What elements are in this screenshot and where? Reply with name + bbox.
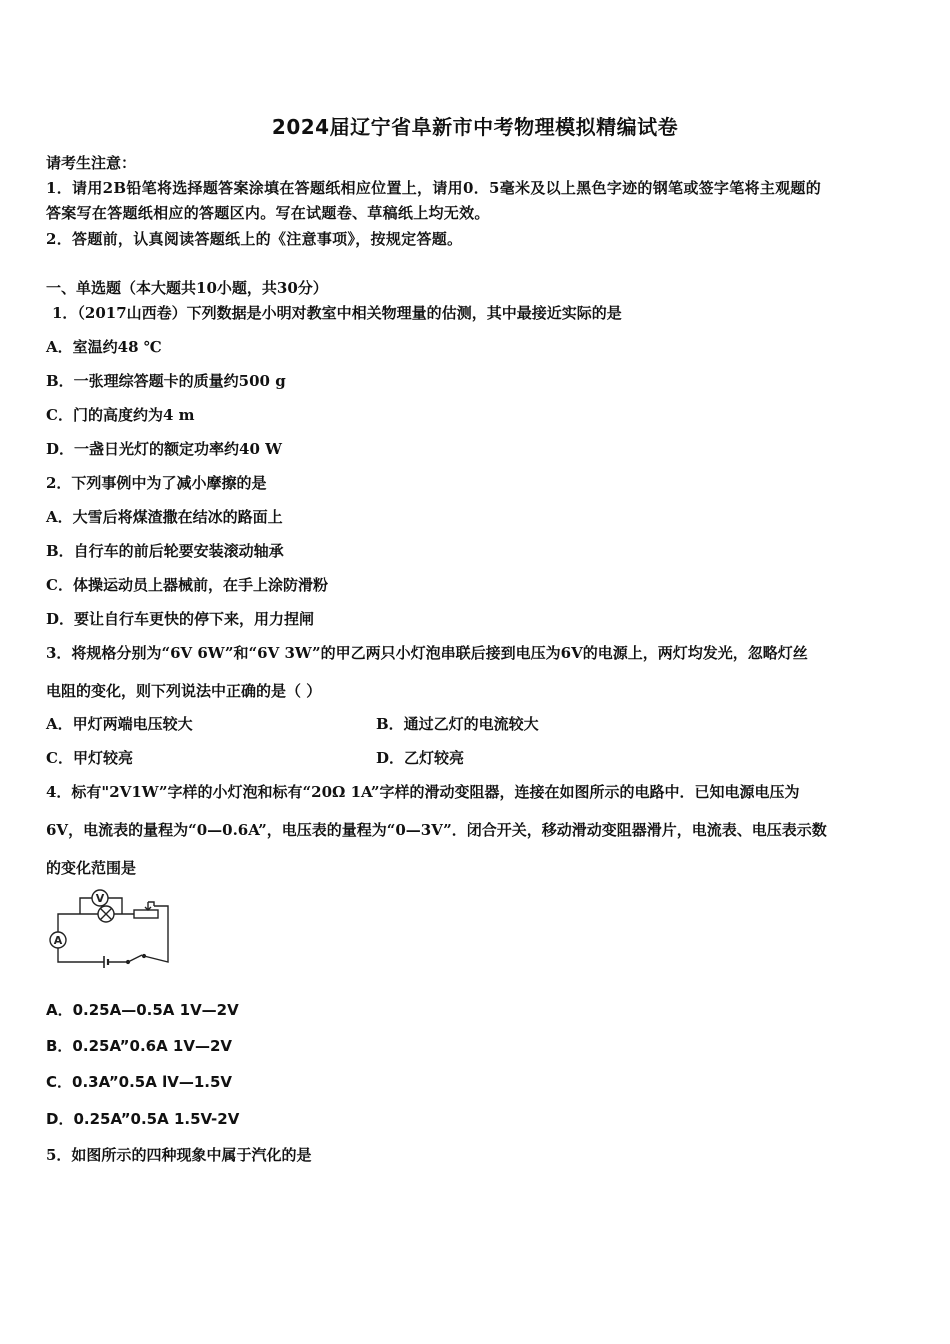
question-4-option-a: A．0.25A—0.5A 1V—2V <box>46 1001 239 1019</box>
wire-voltmeter-left <box>80 898 92 914</box>
document-title: 2024届辽宁省阜新市中考物理模拟精编试卷 <box>271 115 679 139</box>
question-3-option-a: A．甲灯两端电压较大 <box>46 715 193 733</box>
rheostat-icon <box>134 902 158 918</box>
notice-item-2: 2．答题前，认真阅读答题纸上的《注意事项》，按规定答题。 <box>46 230 463 248</box>
switch-icon <box>127 955 146 964</box>
notice-item-1-line-1: 1．请用2B铅笔将选择题答案涂填在答题纸相应位置上，请用0．5毫米及以上黑色字迹的钢笔或签字笔将主观题的 <box>46 179 822 197</box>
notice-heading: 请考生注意： <box>46 154 137 172</box>
question-1-option-a: A．室温约48 ℃ <box>46 338 162 356</box>
question-1-stem: 1．（2017山西卷）下列数据是小明对教室中相关物理量的估测，其中最接近实际的是 <box>52 304 622 322</box>
question-2-option-c: C．体操运动员上器械前，在手上涂防滑粉 <box>46 576 328 594</box>
question-2-option-d: D．要让自行车更快的停下来，用力捏闸 <box>46 610 315 628</box>
ammeter-label: A <box>53 934 63 947</box>
question-4-option-c: C．0.3A”0.5A lV—1.5V <box>46 1073 233 1091</box>
voltmeter-label: V <box>95 892 105 905</box>
question-2-stem: 2．下列事例中为了减小摩擦的是 <box>46 474 267 492</box>
question-4-stem-line-3: 的变化范围是 <box>46 859 137 877</box>
question-1-option-b: B．一张理综答题卡的质量约500 g <box>46 372 286 390</box>
question-3-option-d: D．乙灯较亮 <box>376 749 465 767</box>
question-1-option-d: D．一盏日光灯的额定功率约40 W <box>46 440 282 458</box>
question-3-stem-line-1: 3．将规格分别为“6V 6W”和“6V 3W”的甲乙两只小灯泡串联后接到电压为6V的电源上，两灯均发光，忽略灯丝 <box>46 644 808 662</box>
question-4-stem-line-2: 6V，电流表的量程为“0—0.6A”，电压表的量程为“0—3V”．闭合开关，移动滑动变阻器滑片，电流表、电压表示数 <box>46 821 827 839</box>
notice-item-1-line-2: 答案写在答题纸相应的答题区内。写在试题卷、草稿纸上均无效。 <box>46 204 490 222</box>
question-4-stem-line-1: 4．标有"2V1W”字样的小灯泡和标有“20Ω 1A”字样的滑动变阻器，连接在如图所示的电路中．已知电源电压为 <box>46 783 800 801</box>
section-heading-single-choice: 一、单选题（本大题共10小题，共30分） <box>46 279 328 297</box>
lamp-icon <box>98 906 114 922</box>
question-2-option-b: B．自行车的前后轮要安装滚动轴承 <box>46 542 284 560</box>
question-4-option-b: B．0.25A”0.6A 1V—2V <box>46 1037 233 1055</box>
question-1-option-c: C．门的高度约为4 m <box>46 406 195 424</box>
battery-icon <box>104 956 108 968</box>
question-4-option-d: D．0.25A”0.5A 1.5V-2V <box>46 1110 240 1128</box>
question-5-stem: 5．如图所示的四种现象中属于汽化的是 <box>46 1146 312 1164</box>
question-2-option-a: A．大雪后将煤渣撒在结冰的路面上 <box>46 508 283 526</box>
circuit-diagram <box>44 884 176 970</box>
question-3-stem-line-2: 电阻的变化，则下列说法中正确的是（ ） <box>46 682 322 700</box>
question-3-option-c: C．甲灯较亮 <box>46 749 133 767</box>
question-3-option-b: B．通过乙灯的电流较大 <box>376 715 539 733</box>
